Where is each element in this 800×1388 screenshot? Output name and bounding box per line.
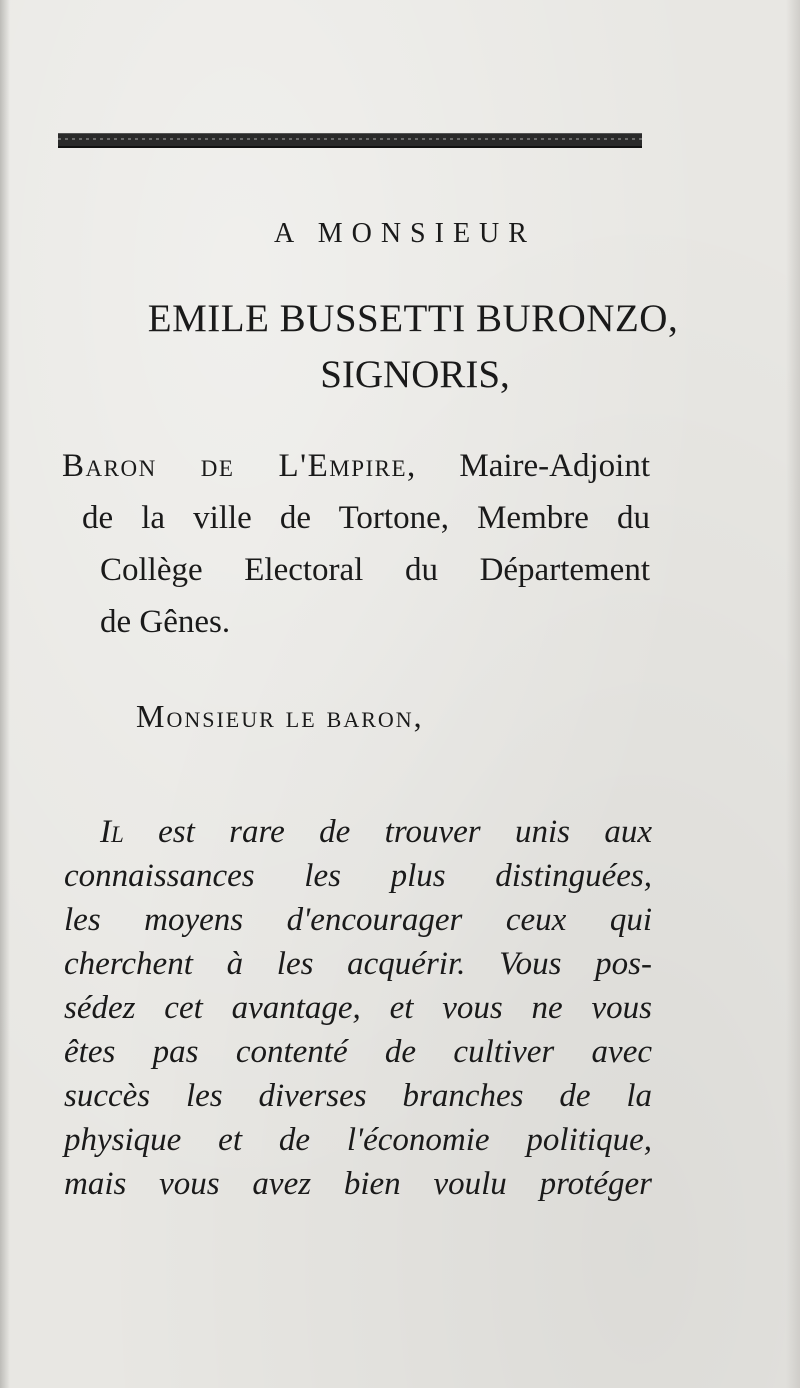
decorative-rule <box>58 133 642 148</box>
body-line-9: mais vous avez bien voulu protéger <box>64 1166 652 1202</box>
body-line-5: sédez cet avantage, et vous ne vous <box>64 990 652 1026</box>
dedicatee-titles-line3: Collège Electoral du Département <box>100 552 650 588</box>
body-line-4: cherchent à les acquérir. Vous pos- <box>64 946 652 982</box>
decorative-rule-pattern <box>58 138 642 140</box>
body-line-7: succès les diverses branches de la <box>64 1078 652 1114</box>
page-left-edge <box>0 0 10 1388</box>
dedicatee-name-line2: SIGNORIS, <box>320 353 510 396</box>
salutation: Monsieur le baron, <box>136 698 424 734</box>
dedicatee-titles-line2: de la ville de Tortone, Membre du <box>82 500 650 536</box>
body-line-1 <box>100 814 652 851</box>
body-line-8: physique et de l'économie politique, <box>64 1122 652 1158</box>
rank-title: Baron de L'Empire, <box>62 448 417 484</box>
body-line-2: connaissances les plus distinguées, <box>64 858 652 894</box>
dedication-address: A MONSIEUR <box>274 218 536 249</box>
dedicatee-titles-line4: de Gênes. <box>100 604 231 640</box>
dedicatee-name-line1: EMILE BUSSETTI BURONZO, <box>147 297 679 340</box>
page-right-edge <box>786 0 800 1388</box>
body-line-1-rest: est rare de trouver unis aux <box>158 814 652 850</box>
body-line-6: êtes pas contenté de cultiver avec <box>64 1034 652 1070</box>
dedicatee-titles-line1 <box>62 448 650 485</box>
office-title: Maire-Adjoint <box>459 448 650 484</box>
body-line-3: les moyens d'encourager ceux qui <box>64 902 652 938</box>
opening-word: Il <box>100 814 124 850</box>
